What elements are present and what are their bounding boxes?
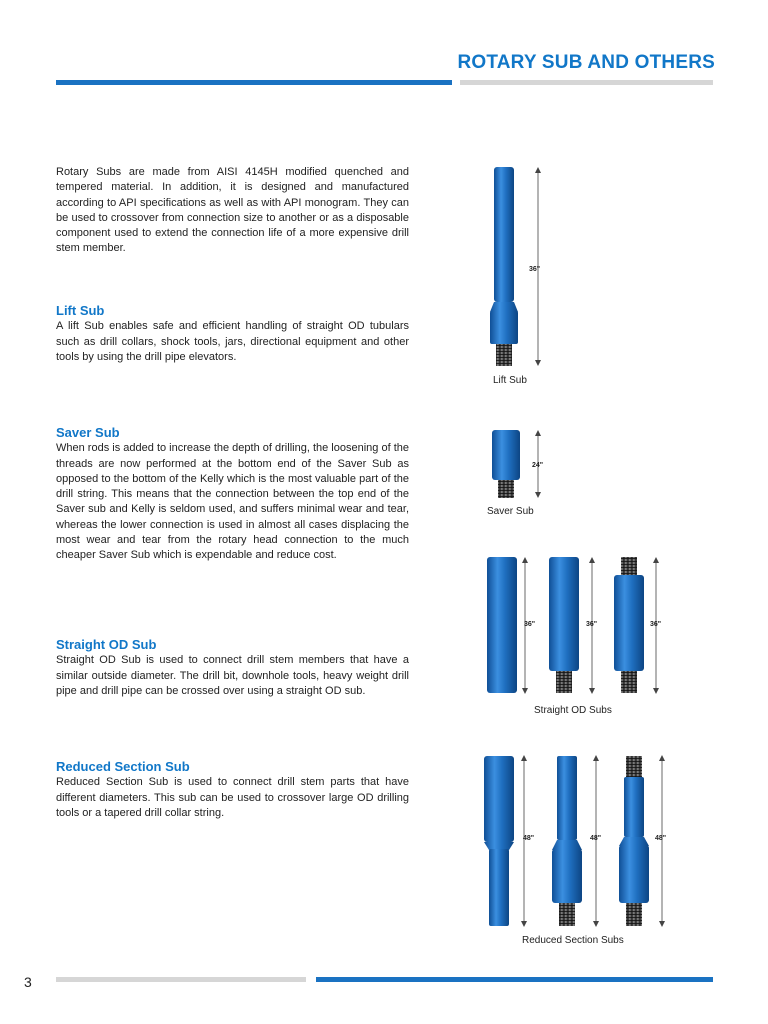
saver-sub-caption: Saver Sub xyxy=(487,506,534,517)
lift-sub-section xyxy=(56,303,409,365)
lift-sub-heading: Lift Sub xyxy=(56,303,105,318)
saver-sub-section xyxy=(56,425,409,564)
reduced-sub-1-dim: 48" xyxy=(523,835,535,842)
reduced-sub-2-lower xyxy=(552,849,582,903)
lift-sub-taper xyxy=(490,302,518,312)
reduced-section-sub-body: Reduced Section Sub is used to connect drill stem parts that have different diameters. This sub can be used to crossover large OD drilling tools or a tapered drill collar string. xyxy=(56,776,409,819)
straight-sub-1-dim: 36" xyxy=(524,621,536,628)
straight-od-subs-figure xyxy=(480,550,680,716)
straight-od-subs-drawing xyxy=(480,550,680,700)
straight-od-subs-caption: Straight OD Subs xyxy=(534,705,612,716)
header-rule-blue xyxy=(56,80,452,85)
reduced-section-sub-heading: Reduced Section Sub xyxy=(56,759,190,774)
saver-sub-figure xyxy=(480,425,560,517)
footer-rule-blue xyxy=(316,977,713,982)
header-rule-grey xyxy=(460,80,713,85)
reduced-section-subs-figure xyxy=(480,750,680,946)
saver-sub-heading: Saver Sub xyxy=(56,425,120,440)
straight-sub-3-thread xyxy=(621,671,637,693)
footer-rule-grey xyxy=(56,977,306,982)
page-number: 3 xyxy=(24,974,32,990)
straight-sub-2 xyxy=(549,557,579,671)
reduced-sub-2-thread xyxy=(559,903,575,926)
saver-sub-body xyxy=(492,430,520,480)
reduced-sub-3-upper xyxy=(624,777,644,837)
reduced-sub-2-upper xyxy=(557,756,577,840)
lift-sub-body: A lift Sub enables safe and efficient handling of straight OD tubulars such as drill collars, shock tools, jars, directional equipment and other tools by using the drill pipe elevators. xyxy=(56,320,409,363)
lift-sub-figure xyxy=(480,160,560,386)
reduced-sub-3-top-thread xyxy=(626,756,642,778)
intro-block xyxy=(56,165,409,257)
straight-sub-2-dim: 36" xyxy=(586,621,598,628)
straight-od-sub-heading: Straight OD Sub xyxy=(56,637,157,652)
reduced-sub-1-lower xyxy=(489,849,509,926)
saver-sub-dim-label: 24" xyxy=(532,462,544,469)
lift-sub-thread xyxy=(496,344,512,366)
straight-sub-1 xyxy=(487,557,517,693)
reduced-sub-3-dim: 48" xyxy=(655,835,667,842)
page-title: ROTARY SUB AND OTHERS xyxy=(457,52,715,73)
saver-sub-body: When rods is added to increase the depth of drilling, the loosening of the threads are now performed at the bottom end of the Saver Sub as opposed to the bottom of the Kelly which is the most valuable part of the drill string. This means that the connection between the top end of the Saver sub and Kelly is seldom used, and suffers minimal wear and tear, whereas the lower connection is used in almost all cases displacing the most wear and tear from the rotary head connection to the much cheaper Saver Sub which is expendable and reduce cost. xyxy=(56,442,409,562)
lift-sub-caption: Lift Sub xyxy=(493,375,527,386)
intro-paragraph: Rotary Subs are made from AISI 4145H modified quenched and tempered material. In addition, it is designed and manufactured according to API specifications as well as with API monogram. They can be used to crossover from connection size to another or as a disposable component used to extend the connection life of a more expensive drill stem member. xyxy=(56,166,409,255)
straight-sub-2-thread xyxy=(556,671,572,693)
lift-sub-dim-label: 36" xyxy=(529,266,541,273)
straight-sub-3-dim: 36" xyxy=(650,621,662,628)
reduced-sub-3-thread xyxy=(626,903,642,926)
reduced-sub-2-dim: 48" xyxy=(590,835,602,842)
straight-od-sub-body: Straight OD Sub is used to connect drill stem members that have a similar outside diameter. The drill bit, downhole tools, heavy weight drill pipe and drill pipe can be crossed over using a straight OD sub. xyxy=(56,654,409,697)
reduced-sub-1-upper xyxy=(484,756,514,842)
saver-sub-drawing xyxy=(480,425,560,505)
saver-sub-thread xyxy=(498,480,514,498)
straight-od-sub-section xyxy=(56,637,409,699)
straight-sub-3-top-thread xyxy=(621,557,637,577)
straight-sub-3 xyxy=(614,575,644,671)
lift-sub-body-upper xyxy=(494,167,514,302)
reduced-sub-3-lower xyxy=(619,845,649,903)
reduced-section-sub-section xyxy=(56,759,409,821)
lift-sub-drawing xyxy=(480,160,560,370)
reduced-section-subs-caption: Reduced Section Subs xyxy=(522,935,624,946)
reduced-section-subs-drawing xyxy=(480,750,680,930)
lift-sub-body-lower xyxy=(490,311,518,344)
